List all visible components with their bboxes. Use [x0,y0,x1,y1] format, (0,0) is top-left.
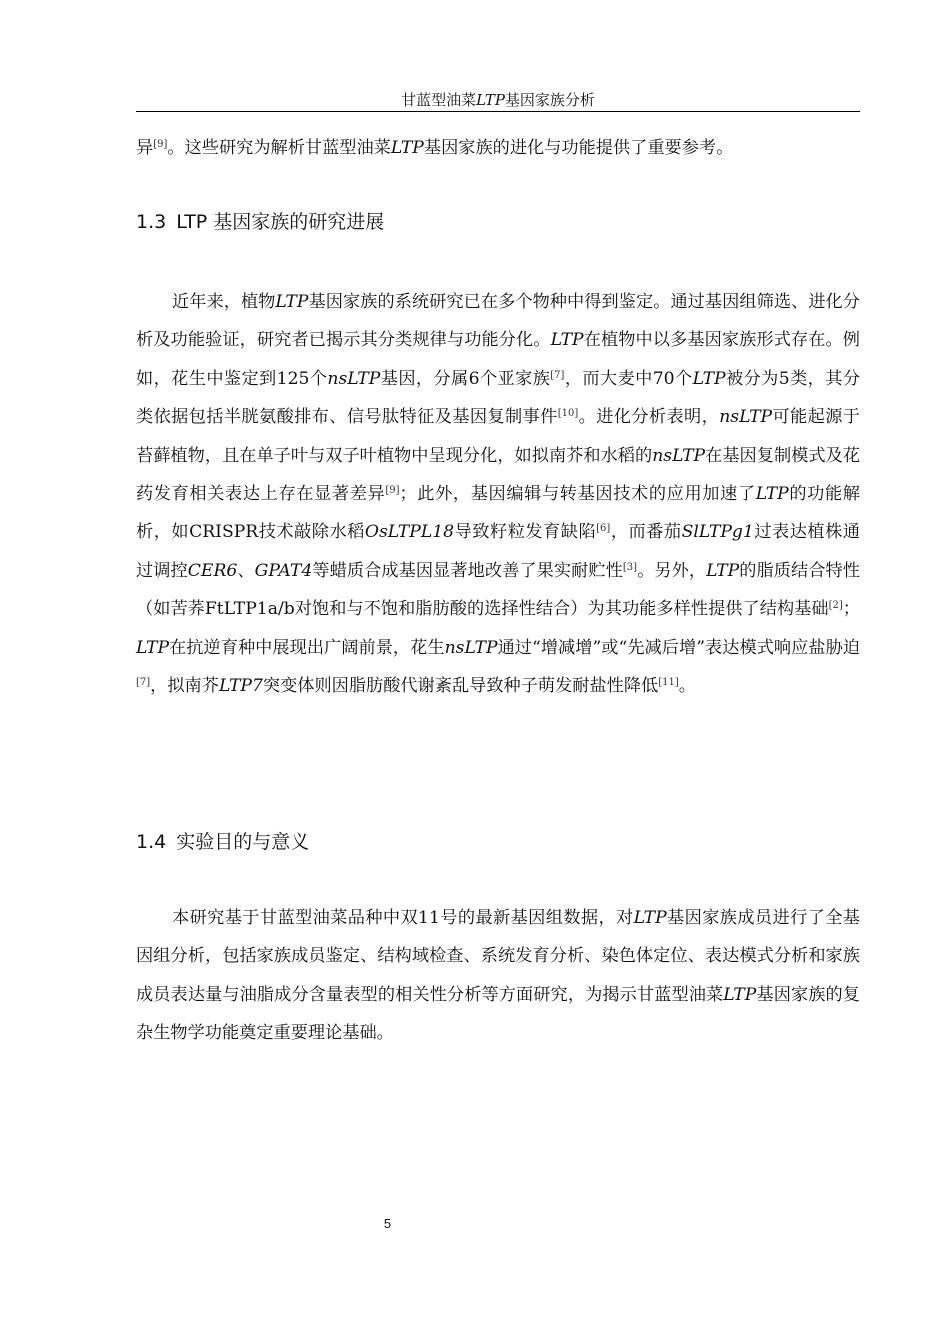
running-header: 甘蓝型油菜LTP基因家族分析 [401,91,595,109]
section-heading-1-3: 1.3 LTP 基因家族的研究进展 [136,211,385,233]
header-divider [136,111,860,112]
citation: [2] [828,600,843,612]
page-number: 5 [383,1216,392,1231]
citation: [7] [136,677,151,689]
paragraph-continuation: 异[9]。这些研究为解析甘蓝型油菜LTP基因家族的进化与功能提供了重要参考。 [136,138,734,158]
citation: [9] [385,485,400,497]
citation: [11] [658,677,679,689]
paragraph-objective: 本研究基于甘蓝型油菜品种中双11号的最新基因组数据，对LTP基因家族成员进行了全基因组分析，包括家族成员鉴定、结构域检查、系统发育分析、染色体定位、表达模式分析和家族成员表达量与油脂成分含量表型的相关性分析等方面研究，为揭示甘蓝型油菜LTP基因家族的复杂生物学功能奠定重要理论基础。 [136,908,860,1044]
citation: [6] [596,523,611,535]
paragraph-research-progress: 近年来，植物LTP基因家族的系统研究已在多个物种中得到鉴定。通过基因组筛选、进化分析及功能验证，研究者已揭示其分类规律与功能分化。LTP在植物中以多基因家族形式存在。例如，花生中鉴定到125个nsLTP基因，分属6个亚家族[7]，而大麦中70个LTP被分为5类，其分类依据包括半胱氨酸排布、信号肽特征及基因复制事件[10]。进化分析表明，nsLTP可能起源于苔藓植物，且在单子叶与双子叶植物中呈现分化，如拟南芥和水稻的nsLTP在基因复制模式及花药发育相关表达上存在显著差异[9]；此外，基因编辑与转基因技术的应用加速了LTP的功能解析，如CRISPR技术敲除水稻OsLTPL18导致籽粒发育缺陷[6]，而番茄SlLTPg1过表达植株通过调控CER6、GPAT4等蜡质合成基因显著地改善了果实耐贮性[3]。另外，LTP的脂质结合特性（如苦荞FtLTP1a/b对饱和与不饱和脂肪酸的选择性结合）为其功能多样性提供了结构基础[2]；LTP在抗逆育种中展现出广阔前景，花生nsLTP通过“增减增”或“先减后增”表达模式响应盐胁迫[7]，拟南芥LTP7突变体则因脂肪酸代谢紊乱导致种子萌发耐盐性降低[11]。 [136,292,861,697]
citation: [3] [622,561,638,573]
citation: [10] [557,408,579,420]
section-heading-1-4: 1.4 实验目的与意义 [136,831,310,853]
citation: [7] [550,369,565,381]
citation: [9] [153,139,168,150]
